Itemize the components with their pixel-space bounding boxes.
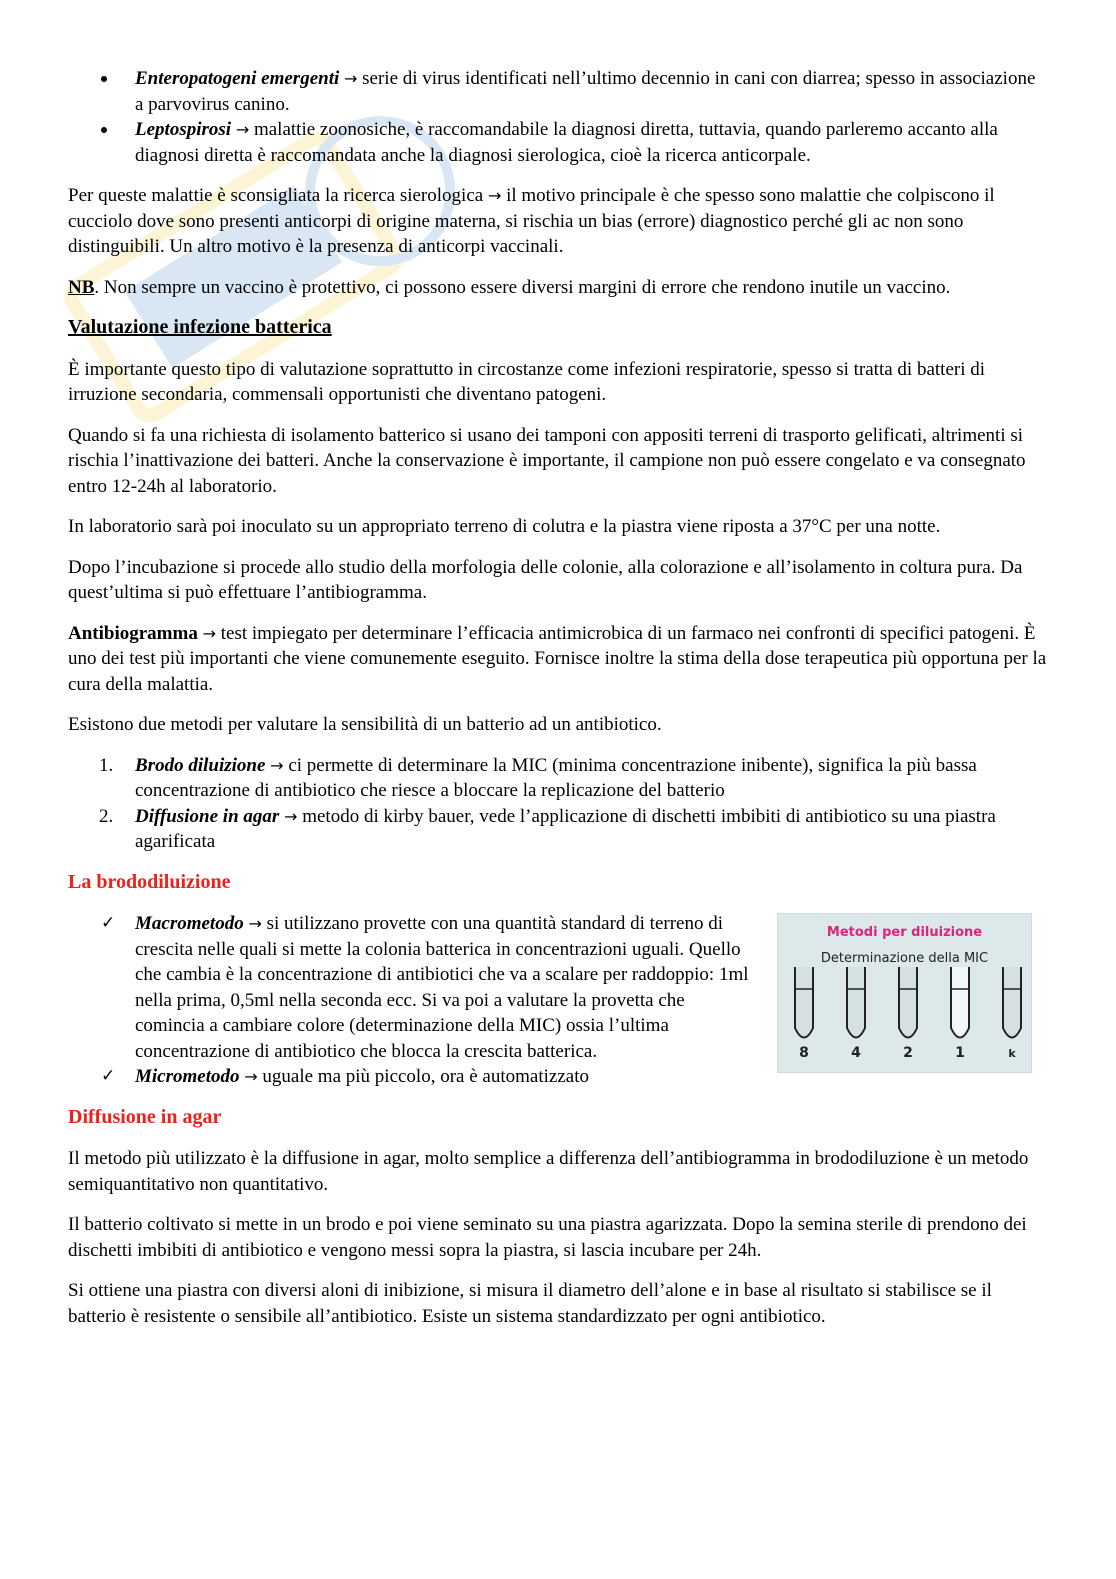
test-tubes xyxy=(778,914,1031,1072)
list-metodi xyxy=(68,753,1048,855)
nb-label: NB xyxy=(68,276,95,298)
paragraph-metodi: Esistono due metodi per valutare la sensibilità di un batterio ad un antibiotico. xyxy=(68,714,662,735)
heading-valutazione: Valutazione infezione batterica xyxy=(68,316,332,338)
paragraph-incubazione: Dopo l’incubazione si procede allo studio della morfologia delle colonie, alla colorazione e all’isolamento in coltura pura. Da quest’ultima si può effettuare l’antibiogramma. xyxy=(68,556,1023,603)
paragraph-richiesta: Quando si fa una richiesta di isolamento batterico si usano dei tamponi con appositi terreni di trasporto gelificati, altrimenti si rischia l’inattivazione dei batteri. Anche la conservazione è importante, il campione non può essere congelato e va consegnato entro 12-24h al laboratorio. xyxy=(68,424,1026,497)
arrow-icon: → xyxy=(270,755,284,775)
paragraph-antibiogramma: Antibiogramma → test impiegato per determinare l’efficacia antimicrobica di un farmaco nei confronti di specifici patogeni. È uno dei test più importanti che viene comunemente eseguito. Fornisce inoltre la stima della dose terapeutica più opportuna per la cura della malattia. xyxy=(68,622,1047,695)
list-item: ✓ Macrometodo → si utilizzano provette con una quantità standard di terreno di crescita nelle quali si mette la colonia batterica in concentrazioni uguali. Quello che cambia è la concentrazione di antibiotici che va a scalare per raddoppio: 1ml nella prima, 0,5ml nella seconda ecc. Si va poi a valutare la provetta che comincia a cambiare colore (determinazione della MIC) ossia l’ultima concentrazione di antibiotico che blocca la crescita batterica. xyxy=(101,913,749,1062)
tube-label: k xyxy=(1008,1047,1016,1060)
paragraph-diffusione-1: Il metodo più utilizzato è la diffusione in agar, molto semplice a differenza dell’antibiogramma in brododiluzione è un metodo semiquantitativo non quantitativo. xyxy=(68,1148,1029,1195)
heading-brododiluizione: La brododiluizione xyxy=(68,870,231,893)
antibiogramma-label: Antibiogramma xyxy=(68,622,198,644)
test-tube-4 xyxy=(847,967,865,1061)
list-item: ✓ Micrometodo → uguale ma più piccolo, ora è automatizzato xyxy=(68,1064,1048,1090)
list-item: 2. Diffusione in agar → metodo di kirby bauer, vede l’applicazione di dischetti imbibiti di antibiotico su una piastra agarificata xyxy=(99,805,996,852)
arrow-icon: → xyxy=(344,69,358,88)
heading-diffusione: Diffusione in agar xyxy=(68,1105,222,1128)
paragraph-sierologica: Per queste malattie è sconsigliata la ricerca sierologica → il motivo principale è che spesso sono malattie che colpiscono il cucciolo dove sono presenti anticorpi di origine materna, si rischia un bias (errore) diagnostico perché gli ac non sono distinguibili. Un altro motivo è la presenza di anticorpi vaccinali. xyxy=(68,185,995,257)
list-enteropatogeni xyxy=(68,66,1048,168)
brododiluizione-section xyxy=(68,911,1048,1090)
tube-label: 4 xyxy=(851,1045,861,1061)
arrow-icon: → xyxy=(202,623,216,643)
tube-label: 2 xyxy=(903,1045,913,1061)
mic-figure xyxy=(777,913,1032,1073)
check-icon: ✓ xyxy=(101,913,116,933)
tube-label: 8 xyxy=(799,1045,809,1061)
arrow-icon: → xyxy=(487,186,502,205)
paragraph-nb: NB. Non sempre un vaccino è protettivo, ci possono essere diversi margini di errore che rendono inutile un vaccino. xyxy=(68,276,951,298)
test-tube-k xyxy=(1003,967,1021,1060)
figure-subtitle: Determinazione della MIC xyxy=(820,951,989,966)
arrow-icon: → xyxy=(248,914,262,933)
arrow-icon: → xyxy=(244,1067,258,1086)
paragraph-importante: È importante questo tipo di valutazione soprattutto in circostanze come infezioni respiratorie, spesso si tratta di batteri di irruzione secondaria, commensali opportunisti che diventano patogeni. xyxy=(68,358,986,405)
tube-label: 1 xyxy=(955,1045,965,1061)
paragraph-diffusione-2: Il batterio coltivato si mette in un brodo e poi viene seminato su una piastra agarizzata. Dopo la semina sterile di prendono dei dischetti imbibiti di antibiotico e vengono messi sopra la piastra, si lascia incubare per 24h. xyxy=(68,1214,1027,1261)
test-tube-1 xyxy=(951,967,969,1061)
test-tube-8 xyxy=(795,967,813,1061)
paragraph-diffusione-3: Si ottiene una piastra con diversi aloni di inibizione, si misura il diametro dell’alone e in base al risultato si stabilisce se il batterio è resistente o sensibile all’antibiotico. Esiste un sistema standardizzato per ogni antibiotico. xyxy=(68,1280,992,1327)
arrow-icon: → xyxy=(284,806,298,826)
list-item: 1. Brodo diluizione → ci permette di determinare la MIC (minima concentrazione inibente), significa la più bassa concentrazione di antibiotico che riesce a bloccare la replicazione del batterio xyxy=(99,754,977,801)
list-item: Leptospirosi → malattie zoonosiche, è raccomandabile la diagnosi diretta, tuttavia, quando parleremo accanto alla diagnosi diretta è raccomandata anche la diagnosi sierologica, cioè la ricerca anticorpale. xyxy=(68,117,1048,168)
check-icon: ✓ xyxy=(101,1066,116,1086)
arrow-icon: → xyxy=(235,120,250,139)
figure-title: Metodi per diluizione xyxy=(826,925,983,940)
test-tube-2 xyxy=(899,967,917,1061)
paragraph-laboratorio: In laboratorio sarà poi inoculato su un appropriato terreno di colutra e la piastra viene riposta a 37°C per una notte. xyxy=(68,516,941,537)
list-item: Enteropatogeni emergenti → serie di virus identificati nell’ultimo decennio in cani con diarrea; spesso in associazione a parvovirus canino. xyxy=(68,66,1048,117)
